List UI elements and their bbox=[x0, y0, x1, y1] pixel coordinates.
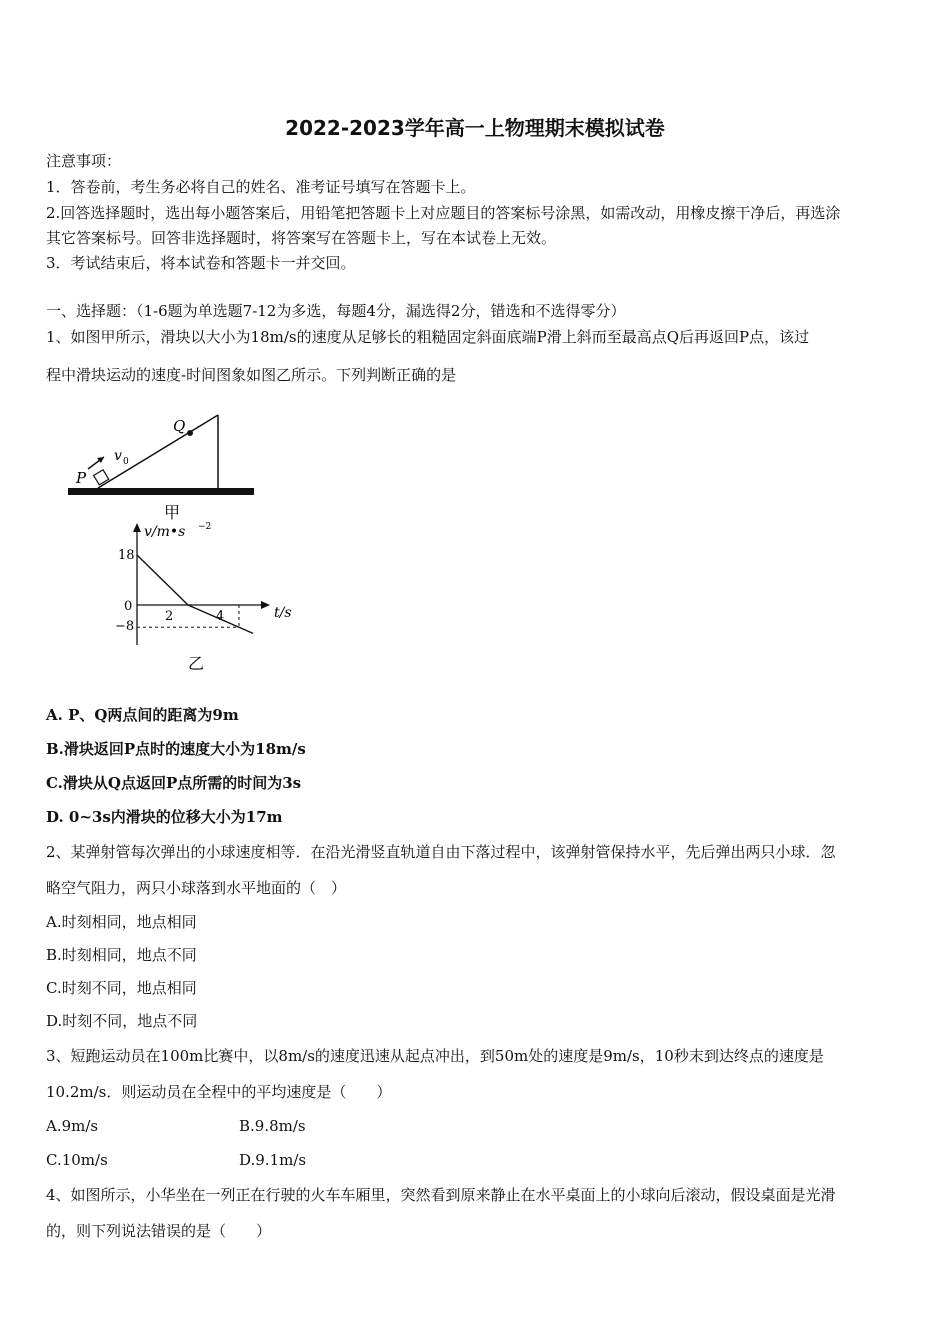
label-q: Q bbox=[173, 417, 186, 435]
tick-label-2: 2 bbox=[165, 609, 174, 624]
q1-option-b[interactable]: B.滑块返回P点时的速度大小为18m/s bbox=[46, 740, 306, 758]
tick-label-0: 0 bbox=[124, 599, 133, 614]
figure-yi-vt-graph bbox=[110, 517, 310, 677]
x-axis-label: t/s bbox=[274, 605, 292, 621]
y-axis-label: v/m•s bbox=[144, 524, 186, 540]
q2-option-d[interactable]: D.时刻不同，地点不同 bbox=[46, 1012, 198, 1030]
caption-jia: 甲 bbox=[164, 503, 181, 522]
q3-option-b[interactable]: B.9.8m/s bbox=[239, 1117, 306, 1135]
y-axis-label-exponent: −2 bbox=[198, 522, 212, 532]
q2-stem-line-2: 略空气阻力，两只小球落到水平地面的（ ） bbox=[46, 879, 347, 897]
label-v0-subscript: 0 bbox=[123, 457, 129, 467]
label-p: P bbox=[76, 469, 87, 487]
q3-stem-line-1: 3、短跑运动员在100m比赛中，以8m/s的速度迅速从起点冲出，到50m处的速度是9m/s，10秒末到达终点的速度是 bbox=[46, 1047, 824, 1065]
tick-label-4: 4 bbox=[216, 609, 225, 624]
q2-stem-line-1: 2、某弹射管每次弹出的小球速度相等．在沿光滑竖直轨道自由下落过程中，该弹射管保持水平，先后弹出两只小球．忽 bbox=[46, 843, 836, 861]
notes-item-3: 3．考试结束后，将本试卷和答题卡一并交回。 bbox=[46, 254, 356, 272]
label-v0: v bbox=[114, 448, 122, 464]
tick-label-18: 18 bbox=[118, 548, 135, 563]
q4-stem-line-1: 4、如图所示，小华坐在一列正在行驶的火车车厢里，突然看到原来静止在水平桌面上的小球向后滚动，假设桌面是光滑 bbox=[46, 1186, 836, 1204]
q3-stem-line-2: 10.2m/s．则运动员在全程中的平均速度是（ ） bbox=[46, 1083, 392, 1101]
q1-option-a[interactable]: A. P、Q两点间的距离为9m bbox=[46, 706, 239, 724]
notes-item-1: 1．答卷前，考生务必将自己的姓名、准考证号填写在答题卡上。 bbox=[46, 178, 476, 196]
y-axis-arrow bbox=[133, 523, 141, 532]
graph-axes bbox=[133, 523, 270, 645]
q2-option-c[interactable]: C.时刻不同，地点相同 bbox=[46, 979, 197, 997]
caption-yi: 乙 bbox=[188, 654, 205, 673]
q1-stem-line-2: 程中滑块运动的速度-时间图象如图乙所示。下列判断正确的是 bbox=[46, 366, 457, 384]
section-heading: 一、选择题：（1-6题为单选题7-12为多选，每题4分，漏选得2分，错选和不选得零分） bbox=[46, 302, 626, 320]
q1-option-c[interactable]: C.滑块从Q点返回P点所需的时间为3s bbox=[46, 774, 302, 792]
x-axis-arrow bbox=[261, 601, 270, 609]
notes-heading: 注意事项： bbox=[46, 152, 122, 170]
q4-stem-line-2: 的，则下列说法错误的是（ ） bbox=[46, 1222, 272, 1240]
q3-option-a[interactable]: A.9m/s bbox=[46, 1117, 99, 1135]
tick-label-neg8: −8 bbox=[115, 619, 135, 634]
q3-option-c[interactable]: C.10m/s bbox=[46, 1151, 108, 1169]
q1-stem-line-1: 1、如图甲所示，滑块以大小为18m/s的速度从足够长的粗糙固定斜面底端P滑上斜而至最高点Q后再返回P点，该过 bbox=[46, 328, 810, 346]
q2-option-b[interactable]: B.时刻相同，地点不同 bbox=[46, 946, 197, 964]
notes-item-2: 2.回答选择题时，选出每小题答案后，用铅笔把答题卡上对应题目的答案标号涂黑，如需改动，用橡皮擦干净后，再选涂 bbox=[46, 204, 841, 222]
q2-option-a[interactable]: A.时刻相同，地点相同 bbox=[46, 913, 197, 931]
point-q-dot bbox=[187, 430, 193, 436]
figure-jia-incline bbox=[60, 405, 270, 525]
velocity-segment-up bbox=[137, 555, 188, 605]
ground-bar bbox=[68, 488, 254, 495]
notes-item-2-cont: 其它答案标号。回答非选择题时，将答案写在答题卡上，写在本试卷上无效。 bbox=[46, 229, 557, 247]
q3-option-d[interactable]: D.9.1m/s bbox=[239, 1151, 307, 1169]
q1-option-d[interactable]: D. 0~3s内滑块的位移大小为17m bbox=[46, 808, 283, 826]
page-title: 2022-2023学年高一上物理期末模拟试卷 bbox=[285, 116, 665, 140]
